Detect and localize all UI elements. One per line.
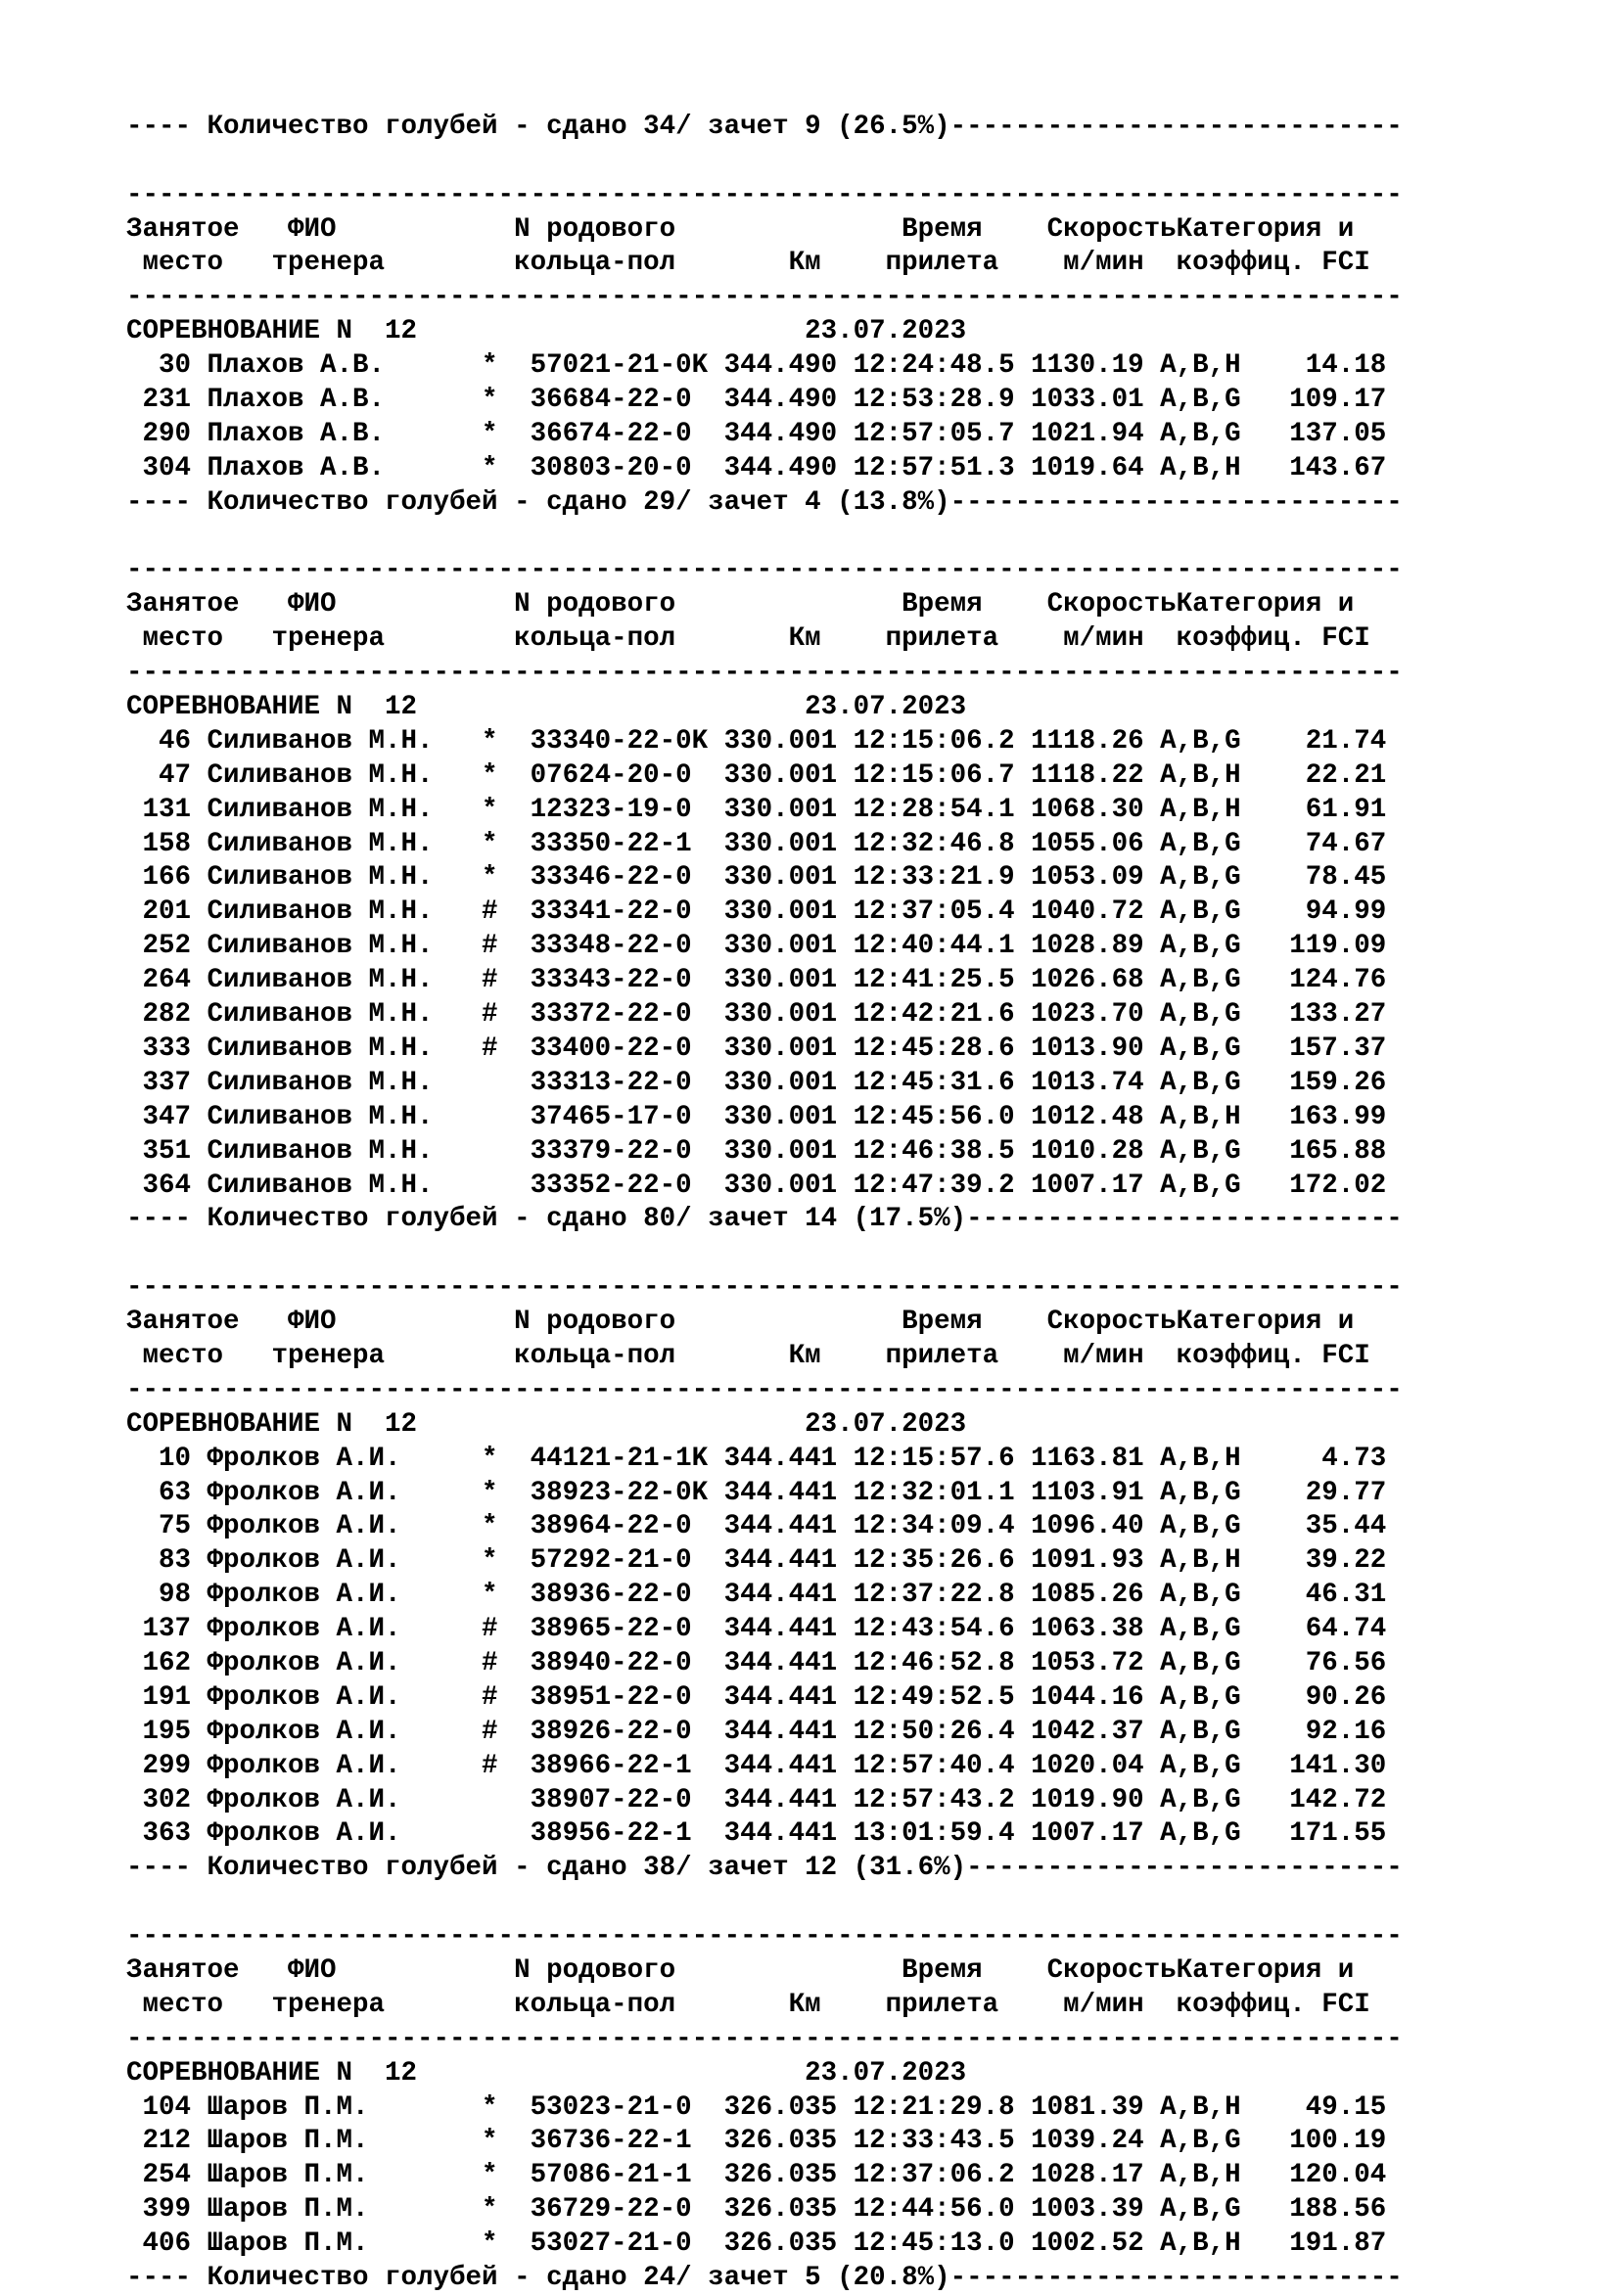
result-row: 166 Силиванов М.Н. * 33346-22-0 330.001 12:33:21.9 1053.09 A,B,G 78.45 bbox=[126, 862, 1387, 894]
result-row: 10 Фролков А.И. * 44121-21-1K 344.441 12:15:57.6 1163.81 A,B,H 4.73 bbox=[126, 1443, 1387, 1474]
summary-line: ---- Количество голубей - сдано 80/ зачет 14 (17.5%)--------------------------- bbox=[126, 1204, 1403, 1235]
club-results-block bbox=[126, 1237, 1595, 1886]
blank-line bbox=[126, 1886, 1595, 1920]
result-row: 290 Плахов А.В. * 36674-22-0 344.490 12:57:05.7 1021.94 A,B,G 137.05 bbox=[126, 418, 1387, 449]
result-row: 304 Плахов А.В. * 30803-20-0 344.490 12:57:51.3 1019.64 A,B,H 143.67 bbox=[126, 452, 1387, 483]
result-row: 47 Силиванов М.Н. * 07624-20-0 330.001 12:15:06.7 1118.22 A,B,H 22.21 bbox=[126, 759, 1387, 791]
blank-line bbox=[126, 521, 1595, 555]
result-row: 337 Силиванов М.Н. 33313-22-0 330.001 12:45:31.6 1013.74 A,B,G 159.26 bbox=[126, 1067, 1387, 1098]
column-header-row: Занятое ФИО N родового Время СкоростьКатегория и bbox=[126, 213, 1355, 245]
result-row: 252 Силиванов М.Н. # 33348-22-0 330.001 12:40:44.1 1028.89 A,B,G 119.09 bbox=[126, 931, 1387, 962]
result-row: 254 Шаров П.М. * 57086-21-1 326.035 12:37:06.2 1028.17 A,B,H 120.04 bbox=[126, 2160, 1387, 2191]
result-row: 299 Фролков А.И. # 38966-22-1 344.441 12:57:40.4 1020.04 A,B,G 141.30 bbox=[126, 1750, 1387, 1781]
blank-line bbox=[126, 1237, 1595, 1271]
column-header-row: Занятое ФИО N родового Время СкоростьКатегория и bbox=[126, 589, 1355, 620]
result-row: 63 Фролков А.И. * 38923-22-0K 344.441 12:32:01.1 1103.91 A,B,G 29.77 bbox=[126, 1477, 1387, 1508]
result-row: 364 Силиванов М.Н. 33352-22-0 330.001 12:47:39.2 1007.17 A,B,G 172.02 bbox=[126, 1170, 1387, 1201]
divider-line: ------------------------------------------------------------------------------- bbox=[126, 658, 1403, 689]
summary-line: ---- Количество голубей - сдано 38/ зачет 12 (31.6%)--------------------------- bbox=[126, 1853, 1403, 1884]
summary-line: ---- Количество голубей - сдано 24/ зачет 5 (20.8%)---------------------------- bbox=[126, 2263, 1403, 2293]
summary-line: ---- Количество голубей - сдано 29/ зачет 4 (13.8%)---------------------------- bbox=[126, 486, 1403, 518]
result-row: 264 Силиванов М.Н. # 33343-22-0 330.001 12:41:25.5 1026.68 A,B,G 124.76 bbox=[126, 965, 1387, 996]
result-row: 104 Шаров П.М. * 53023-21-0 326.035 12:21:29.8 1081.39 A,B,H 49.15 bbox=[126, 2091, 1387, 2123]
divider-line: ------------------------------------------------------------------------------- bbox=[126, 2023, 1403, 2054]
club-results-block bbox=[126, 1886, 1595, 2296]
result-row: 231 Плахов А.В. * 36684-22-0 344.490 12:53:28.9 1033.01 A,B,G 109.17 bbox=[126, 385, 1387, 416]
result-row: 347 Силиванов М.Н. 37465-17-0 330.001 12:45:56.0 1012.48 A,B,H 163.99 bbox=[126, 1101, 1387, 1132]
result-row: 46 Силиванов М.Н. * 33340-22-0K 330.001 12:15:06.2 1118.26 A,B,G 21.74 bbox=[126, 725, 1387, 757]
result-row: 131 Силиванов М.Н. * 12323-19-0 330.001 12:28:54.1 1068.30 A,B,H 61.91 bbox=[126, 794, 1387, 825]
divider-line: ------------------------------------------------------------------------------- bbox=[126, 282, 1403, 313]
result-row: 191 Фролков А.И. # 38951-22-0 344.441 12:49:52.5 1044.16 A,B,G 90.26 bbox=[126, 1681, 1387, 1713]
column-header-row: место тренера кольца-пол Км прилета м/мин коэффиц. FCI bbox=[126, 248, 1370, 279]
column-header-row: место тренера кольца-пол Км прилета м/мин коэффиц. FCI bbox=[126, 1989, 1370, 2020]
result-row: 195 Фролков А.И. # 38926-22-0 344.441 12:50:26.4 1042.37 A,B,G 92.16 bbox=[126, 1716, 1387, 1747]
column-header-row: Занятое ФИО N родового Время СкоростьКатегория и bbox=[126, 1307, 1355, 1338]
competition-line: СОРЕВНОВАНИЕ N 12 23.07.2023 bbox=[126, 2057, 967, 2089]
result-row: 399 Шаров П.М. * 36729-22-0 326.035 12:44:56.0 1003.39 A,B,G 188.56 bbox=[126, 2194, 1387, 2226]
club-results-block bbox=[126, 521, 1595, 1238]
results-sheet bbox=[126, 76, 1595, 2296]
result-row: 158 Силиванов М.Н. * 33350-22-1 330.001 12:32:46.8 1055.06 A,B,G 74.67 bbox=[126, 828, 1387, 859]
result-row: 137 Фролков А.И. # 38965-22-0 344.441 12:43:54.6 1063.38 A,B,G 64.74 bbox=[126, 1614, 1387, 1645]
competition-line: СОРЕВНОВАНИЕ N 12 23.07.2023 bbox=[126, 316, 967, 347]
result-row: 302 Фролков А.И. 38907-22-0 344.441 12:57:43.2 1019.90 A,B,G 142.72 bbox=[126, 1784, 1387, 1815]
column-header-row: место тренера кольца-пол Км прилета м/мин коэффиц. FCI bbox=[126, 1340, 1370, 1371]
divider-line: ------------------------------------------------------------------------------- bbox=[126, 1921, 1403, 1952]
divider-line: ------------------------------------------------------------------------------- bbox=[126, 555, 1403, 586]
result-row: 98 Фролков А.И. * 38936-22-0 344.441 12:37:22.8 1085.26 A,B,G 46.31 bbox=[126, 1580, 1387, 1611]
blank-line bbox=[126, 76, 1595, 111]
result-row: 83 Фролков А.И. * 57292-21-0 344.441 12:35:26.6 1091.93 A,B,H 39.22 bbox=[126, 1545, 1387, 1577]
result-row: 282 Силиванов М.Н. # 33372-22-0 330.001 12:42:21.6 1023.70 A,B,G 133.27 bbox=[126, 999, 1387, 1031]
result-row: 333 Силиванов М.Н. # 33400-22-0 330.001 12:45:28.6 1013.90 A,B,G 157.37 bbox=[126, 1033, 1387, 1064]
result-row: 212 Шаров П.М. * 36736-22-1 326.035 12:33:43.5 1039.24 A,B,G 100.19 bbox=[126, 2126, 1387, 2157]
divider-line: ------------------------------------------------------------------------------- bbox=[126, 179, 1403, 210]
result-row: 30 Плахов А.В. * 57021-21-0K 344.490 12:24:48.5 1130.19 A,B,H 14.18 bbox=[126, 350, 1387, 382]
divider-line: ------------------------------------------------------------------------------- bbox=[126, 1272, 1403, 1304]
club-results-block bbox=[126, 179, 1595, 521]
competition-line: СОРЕВНОВАНИЕ N 12 23.07.2023 bbox=[126, 692, 967, 723]
result-row: 75 Фролков А.И. * 38964-22-0 344.441 12:34:09.4 1096.40 A,B,G 35.44 bbox=[126, 1511, 1387, 1542]
divider-line: ------------------------------------------------------------------------------- bbox=[126, 1374, 1403, 1405]
result-row: 406 Шаров П.М. * 53027-21-0 326.035 12:45:13.0 1002.52 A,B,H 191.87 bbox=[126, 2228, 1387, 2260]
result-row: 363 Фролков А.И. 38956-22-1 344.441 13:01:59.4 1007.17 A,B,G 171.55 bbox=[126, 1818, 1387, 1850]
result-row: 162 Фролков А.И. # 38940-22-0 344.441 12:46:52.8 1053.72 A,B,G 76.56 bbox=[126, 1647, 1387, 1678]
result-row: 201 Силиванов М.Н. # 33341-22-0 330.001 12:37:05.4 1040.72 A,B,G 94.99 bbox=[126, 896, 1387, 928]
result-row: 351 Силиванов М.Н. 33379-22-0 330.001 12:46:38.5 1010.28 A,B,G 165.88 bbox=[126, 1135, 1387, 1167]
column-header-row: место тренера кольца-пол Км прилета м/мин коэффиц. FCI bbox=[126, 623, 1370, 655]
blank-line bbox=[126, 145, 1595, 179]
summary-line: ---- Количество голубей - сдано 34/ зачет 9 (26.5%)---------------------------- bbox=[126, 111, 1403, 142]
column-header-row: Занятое ФИО N родового Время СкоростьКатегория и bbox=[126, 1954, 1355, 1986]
competition-line: СОРЕВНОВАНИЕ N 12 23.07.2023 bbox=[126, 1408, 967, 1440]
